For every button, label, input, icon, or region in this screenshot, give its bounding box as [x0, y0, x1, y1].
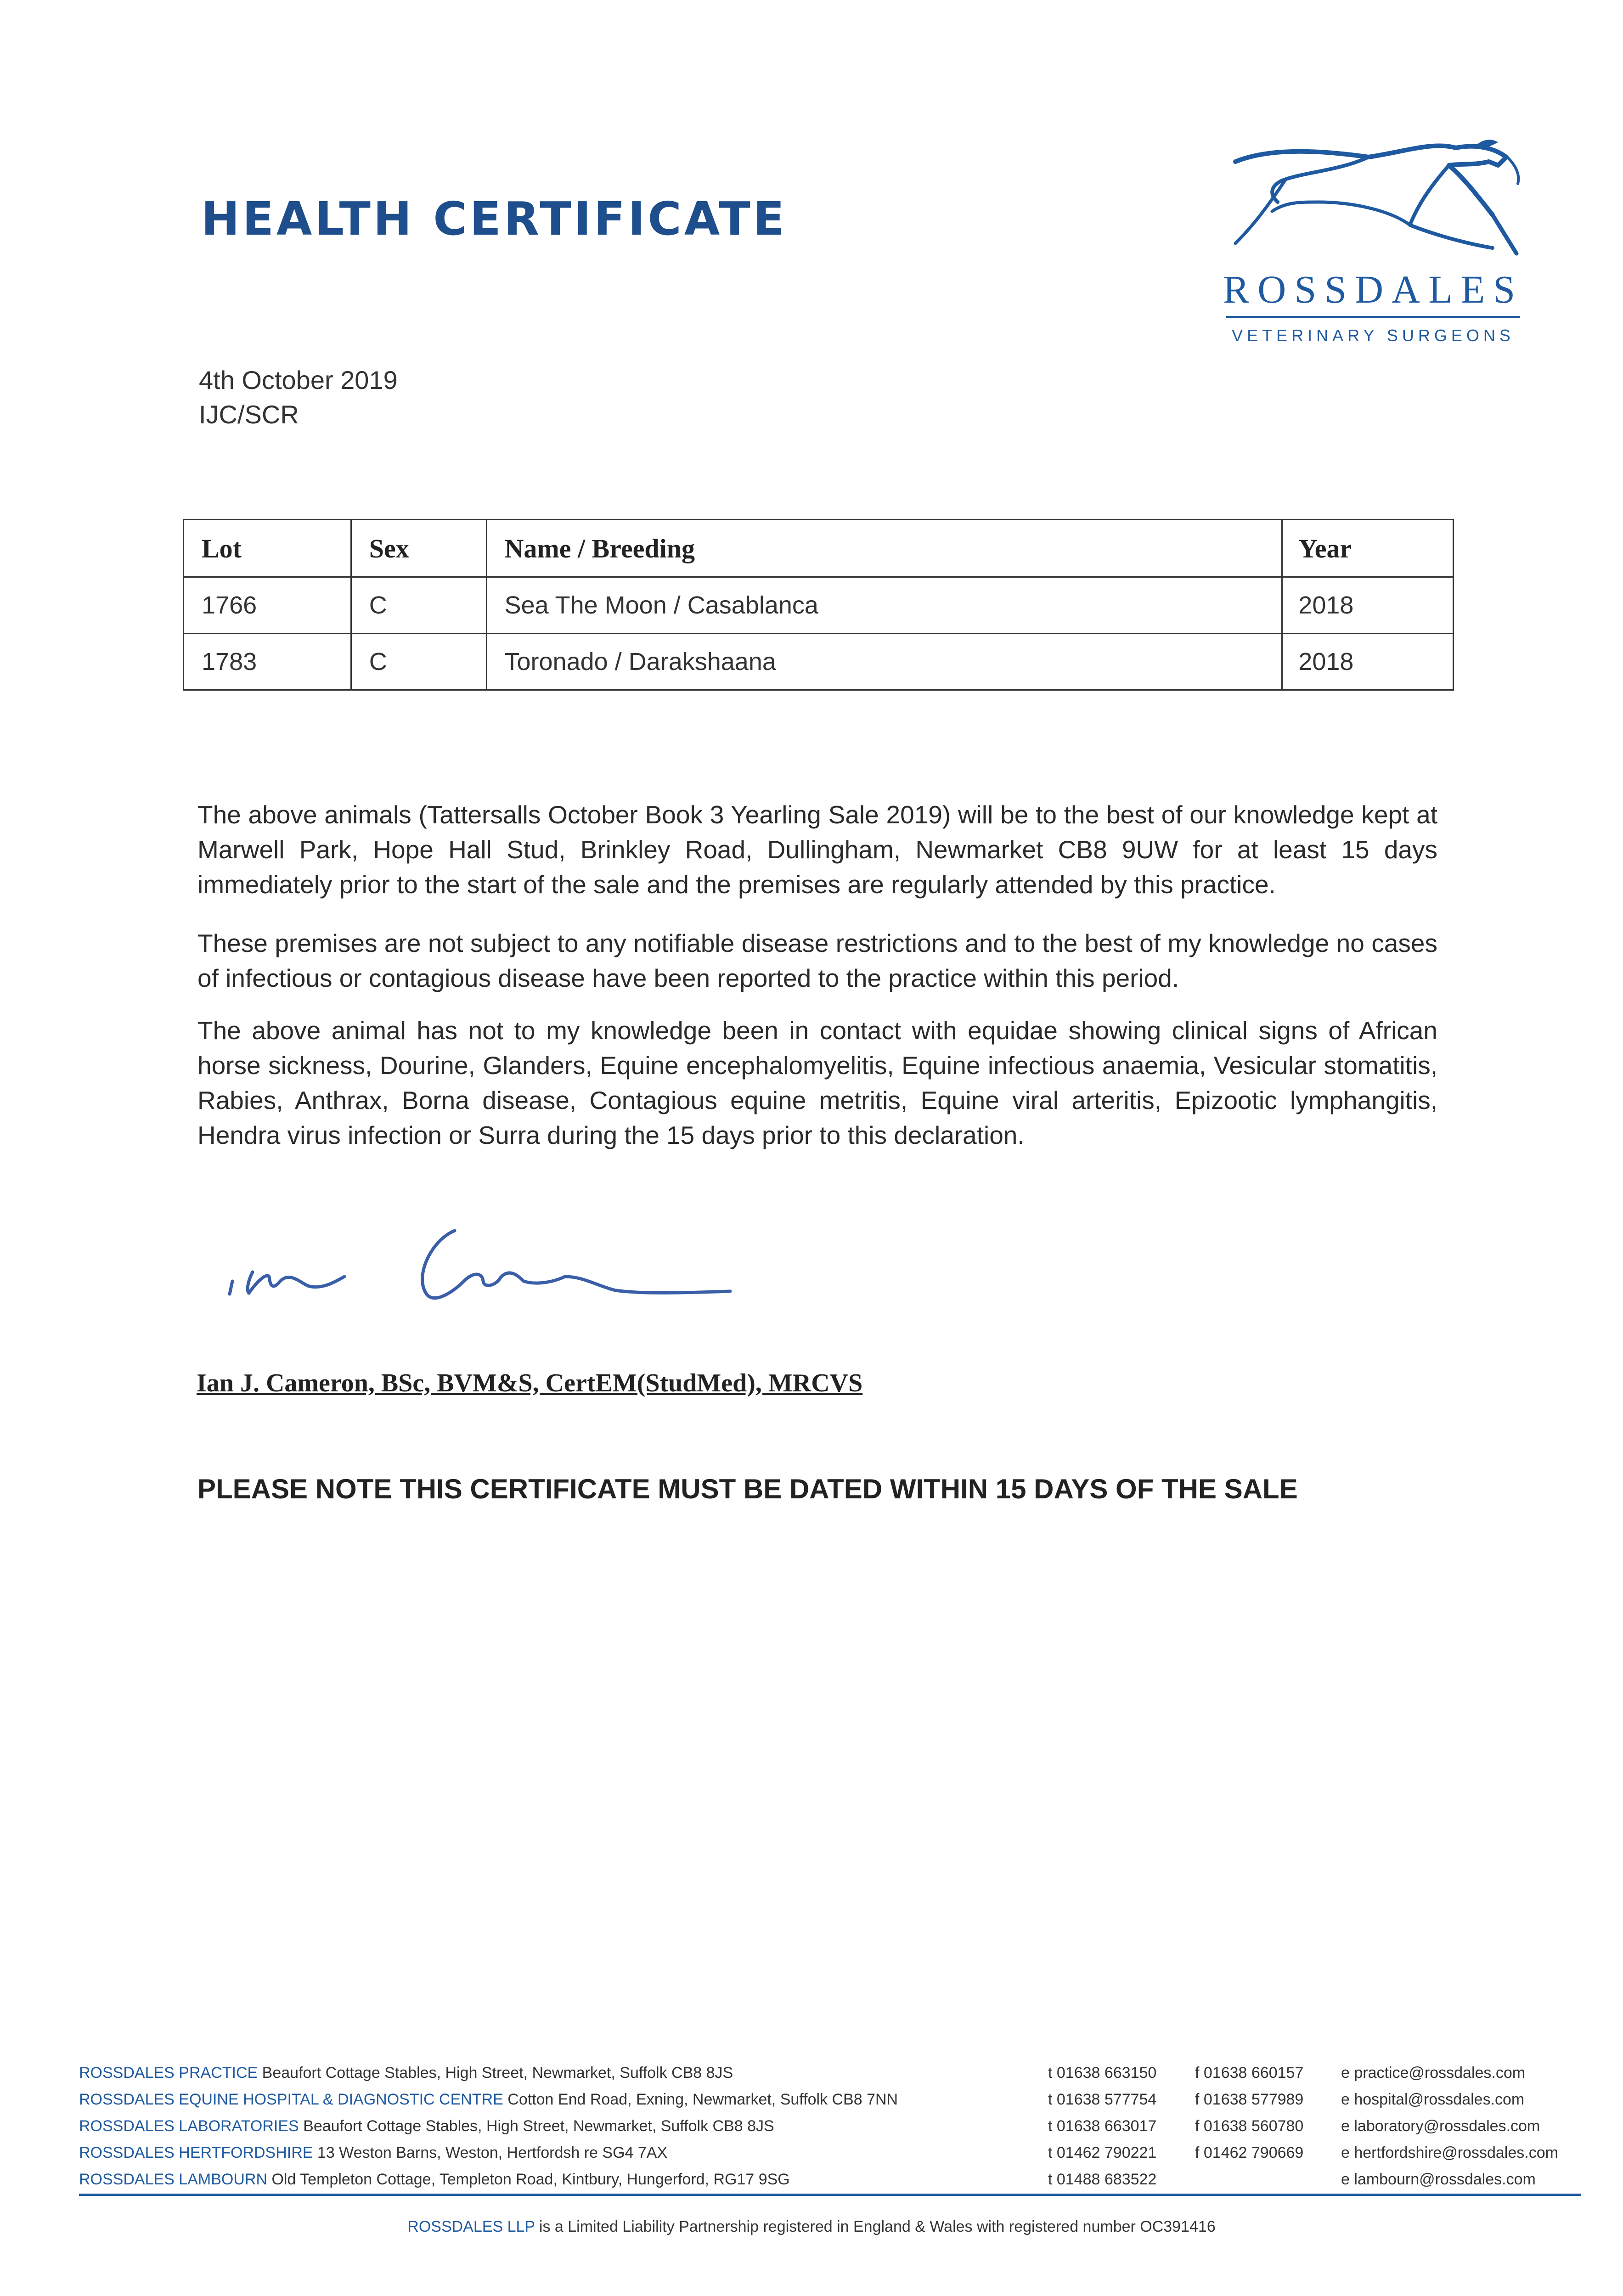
office-name: ROSSDALES LABORATORIES: [79, 2117, 299, 2135]
office-email: e lambourn@rossdales.com: [1341, 2171, 1536, 2188]
header-sex: Sex: [351, 520, 486, 577]
dating-notice: PLEASE NOTE THIS CERTIFICATE MUST BE DATED WITHIN 15 DAYS OF THE SALE: [197, 1474, 1298, 1504]
table-row: [184, 577, 1454, 634]
rossdales-logo: [1217, 133, 1529, 354]
office-address: Old Templeton Cottage, Templeton Road, Kintbury, Hungerford, RG17 9SG: [271, 2171, 790, 2188]
brand-underline: [1226, 316, 1520, 318]
office-name: ROSSDALES HERTFORDSHIRE: [79, 2144, 313, 2161]
footer-office-row: [79, 2144, 1595, 2167]
office-fax: f 01638 660157: [1195, 2064, 1304, 2082]
cell-year: 2018: [1282, 634, 1454, 690]
footer-office-row: [79, 2091, 1595, 2114]
cell-sex: C: [351, 577, 486, 634]
office-fax: f 01638 577989: [1195, 2091, 1304, 2108]
table-row: [184, 634, 1454, 690]
office-email: e practice@rossdales.com: [1341, 2064, 1526, 2082]
office-telephone: t 01462 790221: [1048, 2144, 1157, 2161]
office-name: ROSSDALES PRACTICE: [79, 2064, 258, 2082]
office-fax: f 01638 560780: [1195, 2117, 1304, 2135]
header-name-breeding: Name / Breeding: [486, 520, 1282, 577]
office-name: ROSSDALES LAMBOURN: [79, 2171, 267, 2188]
office-telephone: t 01638 663017: [1048, 2117, 1157, 2135]
horses-table: [183, 519, 1454, 691]
table-header-row: [184, 520, 1454, 577]
cell-lot: 1783: [184, 634, 351, 690]
cell-sex: C: [351, 634, 486, 690]
cell-name-breeding: Toronado / Darakshaana: [486, 634, 1282, 690]
office-telephone: t 01638 663150: [1048, 2064, 1157, 2082]
legal-entity-name: ROSSDALES LLP: [407, 2218, 535, 2235]
office-email: e hospital@rossdales.com: [1341, 2091, 1525, 2108]
office-email: e laboratory@rossdales.com: [1341, 2117, 1540, 2135]
header-lot: Lot: [184, 520, 351, 577]
office-name: ROSSDALES EQUINE HOSPITAL & DIAGNOSTIC CENTRE: [79, 2091, 503, 2108]
office-address: Beaufort Cottage Stables, High Street, Newmarket, Suffolk CB8 8JS: [303, 2117, 774, 2135]
footer-office-row: [79, 2117, 1595, 2140]
office-address: Cotton End Road, Exning, Newmarket, Suffolk CB8 7NN: [507, 2091, 898, 2108]
cell-lot: 1766: [184, 577, 351, 634]
signatory-name: Ian J. Cameron, BSc, BVM&S, CertEM(StudMed), MRCVS: [197, 1369, 863, 1397]
footer-office-row: [79, 2064, 1595, 2087]
horse-logo-icon: [1217, 133, 1529, 266]
office-fax: f 01462 790669: [1195, 2144, 1304, 2161]
page-title: HEALTH CERTIFICATE: [201, 192, 787, 246]
office-email: e hertfordshire@rossdales.com: [1341, 2144, 1558, 2161]
handwritten-signature: [216, 1212, 758, 1322]
cell-year: 2018: [1282, 577, 1454, 634]
certificate-reference: IJC/SCR: [199, 400, 299, 429]
header-year: Year: [1282, 520, 1454, 577]
office-address: Beaufort Cottage Stables, High Street, Newmarket, Suffolk CB8 8JS: [262, 2064, 733, 2082]
office-address: 13 Weston Barns, Weston, Hertfordsh re SG4 7AX: [317, 2144, 668, 2161]
cell-name-breeding: Sea The Moon / Casablanca: [486, 577, 1282, 634]
office-telephone: t 01488 683522: [1048, 2171, 1157, 2188]
office-telephone: t 01638 577754: [1048, 2091, 1157, 2108]
declaration-paragraph-diseases: The above animal has not to my knowledge been in contact with equidae showing clinical signs of African horse sickness, Dourine, Glanders, Equine encephalomyelitis, Equine infectious anaemia, Vesicular stomatitis, Rabies, Anthrax, Borna disease, Contagious equine metritis, Equine viral arteritis, Epizootic lymphangitis, Hendra virus infection or Surra during the 15 days prior to this declaration.: [197, 1016, 1437, 1149]
legal-notice: [0, 2218, 1623, 2236]
declaration-paragraph-premises: The above animals (Tattersalls October Book 3 Yearling Sale 2019) will be to the best of our knowledge kept at Marwell Park, Hope Hall Stud, Brinkley Road, Dullingham, Newmarket CB8 9UW for at least 15 days immediately prior to the start of the sale and the premises are regularly attended by this practice.: [197, 800, 1437, 899]
legal-registration-text: is a Limited Liability Partnership registered in England & Wales with registered number OC391416: [539, 2218, 1216, 2235]
footer-office-row: [79, 2171, 1595, 2194]
footer-divider: [79, 2194, 1581, 2196]
brand-name: ROSSDALES: [1223, 267, 1524, 311]
certificate-date: 4th October 2019: [199, 366, 398, 394]
declaration-paragraph-restrictions: These premises are not subject to any notifiable disease restrictions and to the best of my knowledge no cases of infectious or contagious disease have been reported to the practice within this period.: [197, 929, 1437, 992]
brand-subtitle: VETERINARY SURGEONS: [1232, 326, 1515, 345]
